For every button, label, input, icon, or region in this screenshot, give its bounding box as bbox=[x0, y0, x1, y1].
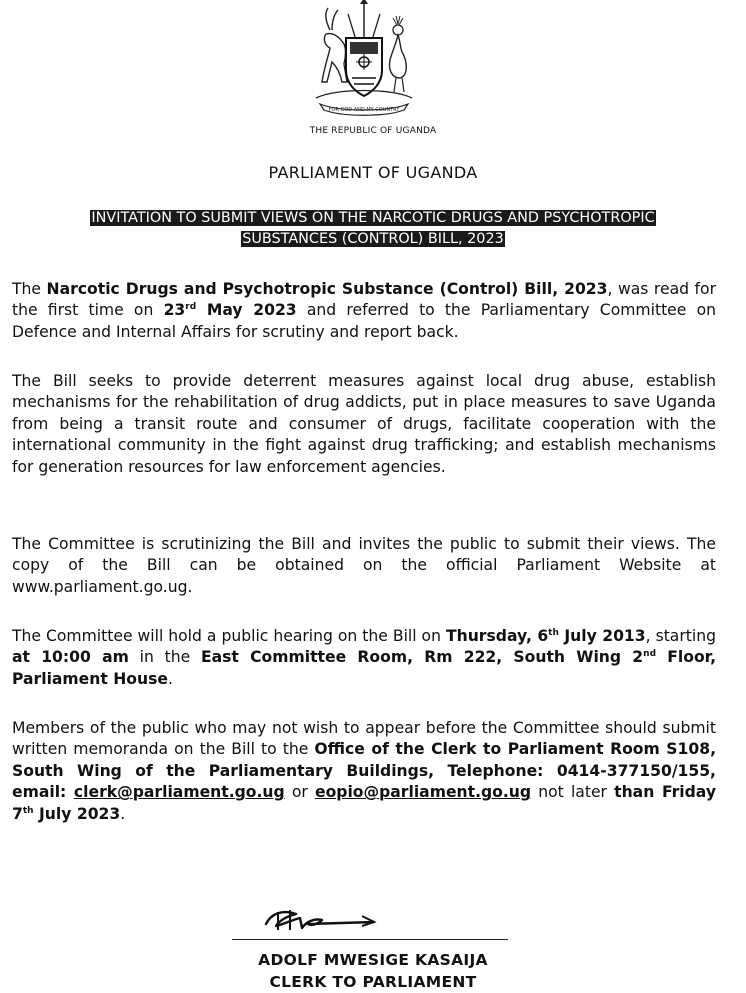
email-link-clerk[interactable]: clerk@parliament.go.ug bbox=[73, 783, 285, 802]
paragraph-committee-invitation: The Committee is scrutinizing the Bill and invites the public to submit their views. The copy of the Bill can be obtained on the official Parliament Website at www.parliament.go.ug. bbox=[12, 535, 716, 596]
crest-motto: FOR GOD AND MY COUNTRY bbox=[328, 107, 400, 113]
deadline-date: than Friday 7th July 2023 bbox=[12, 783, 717, 823]
notice-title-line2: SUBSTANCES (CONTROL) BILL, 2023 bbox=[242, 231, 504, 247]
paragraph-memoranda: Members of the public who may not wish to appear before the Committee should submit written memoranda on the Bill to the Office of the Clerk to Parliament Room S108, South Wing of the Parliamentary Buildings, Telephone: 0414-377150/155, email: clerk@parliament.go.ug or eopio@parliament.go.ug not later than Friday 7th July 2023. bbox=[12, 719, 717, 823]
hearing-venue: East Committee Room, Rm 222, South Wing 2nd Floor, Parliament House bbox=[12, 648, 716, 688]
republic-label: THE REPUBLIC OF UGANDA bbox=[309, 126, 437, 136]
reading-date: 23rd May 2023 bbox=[163, 301, 297, 320]
notice-title-line1: INVITATION TO SUBMIT VIEWS ON THE NARCOTIC DRUGS AND PSYCHOTROPIC bbox=[91, 210, 655, 226]
bill-name: Narcotic Drugs and Psychotropic Substance (Control) Bill, 2023 bbox=[46, 280, 608, 298]
parliament-heading: PARLIAMENT OF UGANDA bbox=[268, 163, 478, 182]
signatory-title: CLERK TO PARLIAMENT bbox=[269, 973, 477, 991]
hearing-time: at 10:00 am bbox=[12, 648, 129, 667]
signatory-name: ADOLF MWESIGE KASAIJA bbox=[258, 951, 488, 969]
paragraph-public-hearing: The Committee will hold a public hearing on the Bill on Thursday, 6th July 2013, starting at 10:00 am in the East Committee Room, Rm 222, South Wing 2nd Floor, Parliament House. bbox=[12, 627, 716, 688]
paragraph-bill-objectives: The Bill seeks to provide deterrent measures against local drug abuse, establish mechanisms for the rehabilitation of drug addicts, put in place measures to save Uganda from being a transit route and consumer of drugs, facilitate cooperation with the international community in the fight against drug trafficking; and establish mechanisms for generation resources for law enforcement agencies. bbox=[12, 372, 716, 476]
handwritten-signature-icon bbox=[262, 900, 382, 936]
paragraph-bill-reading: The Narcotic Drugs and Psychotropic Substance (Control) Bill, 2023, was read for the first time on 23rd May 2023 and referred to the Parliamentary Committee on Defence and Internal Affairs for scrutiny and report back. bbox=[12, 280, 717, 341]
clerk-office-contact: Office of the Clerk to Parliament Room S108, South Wing of the Parliamentary Buildings, Telephone: 0414-377150/155, email: bbox=[12, 740, 716, 802]
hearing-date: Thursday, 6th July 2013 bbox=[445, 627, 646, 645]
notice-title bbox=[14, 208, 732, 250]
signature-line bbox=[232, 939, 508, 940]
coat-of-arms-icon bbox=[300, 0, 428, 118]
email-link-eopio[interactable]: eopio@parliament.go.ug bbox=[315, 783, 532, 802]
signatory-block bbox=[0, 949, 746, 993]
